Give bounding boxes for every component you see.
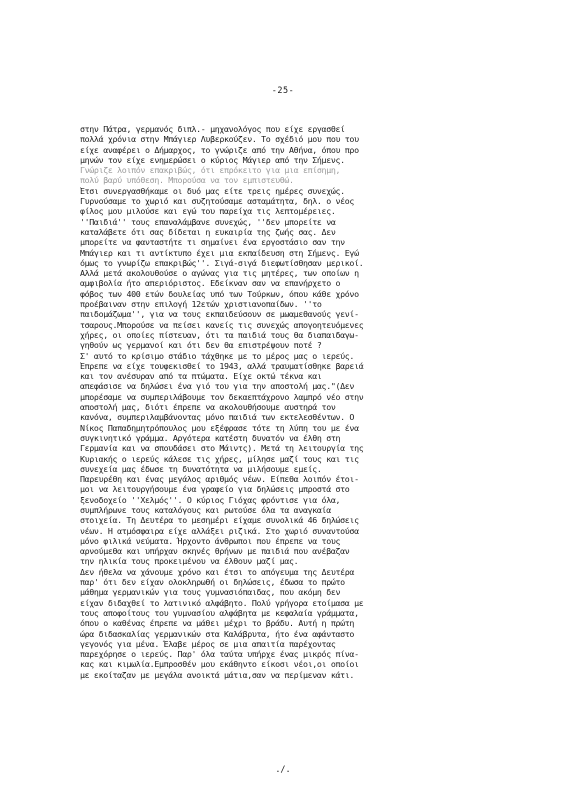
text-line: Μπάγιερ και τι αντίκτυπο έχει μια εκπαίδευση στη Σήμενς. Εγώ — [80, 247, 359, 258]
text-line: γεγονός για μένα. Έλαβε μέρος σε μια απαιτία παρέχοντας — [80, 638, 336, 649]
text-line: Έπρεπε να είχε τουφεκισθεί το 1943, αλλά τραυματίσθηκε βαρειά — [80, 360, 364, 371]
text-line: καταλάβετε ότι σας δίδεται η ευκαιρία της ζωής σας. Δεν — [80, 226, 336, 237]
page-number: -25- — [271, 86, 295, 96]
text-line: και τον ανέσυραν από τα πτώματα. Είχε οκτώ τέκνα και — [80, 371, 322, 382]
text-line: Έτσι συνεργασθήκαμε οι δυό μας είτε τρεις ημέρες συνεχώς. — [80, 185, 345, 196]
text-line: με εκοίταζαν με μεγάλα ανοικτά μάτια,σαν να περίμεναν κάτι. — [80, 669, 355, 680]
text-line: είχαν διδαχθεί το λατινικό αλφάβητο. Πολύ γρήγορα ετοίμασα με — [80, 597, 364, 608]
text-line: Γυρνούσαμε το χωριό και συζητούσαμε ασταμάτητα, δηλ. ο νέος — [80, 196, 355, 207]
text-line: πολύ βαρύ υπόθεση. Μπορούσα να τον εμπιστευθώ. — [80, 175, 294, 186]
text-line: νέων. Η ατμόσφαιρα είχε αλλάξει ριζικά. Στο χωριό συναντούσα — [80, 525, 359, 536]
text-line: παρ' ότι δεν είχαν ολοκληρωθή οι δηλώσεις, έδωσα το πρώτο — [80, 577, 345, 588]
text-line: ''Παιδιά'' τους επαναλάμβανε συνεχώς, ''δεν μπορείτε να — [80, 216, 336, 227]
text-line: παιδομάζωμα'', για να τους εκπαιδεύσουν σε μωαμεθανούς γενί- — [80, 309, 359, 320]
text-line: ξενοδοχείο ''Χελμός''. Ο κύριος Γιόχας φρόντισε για όλα, — [80, 494, 341, 505]
text-line: Κυριακής ο ιερεύς κάλεσε τις χήρες, μίλησε μαζί τους και τις — [80, 453, 359, 464]
text-line: μόνο φιλικά νεύματα. Ήρχοντο άνθρωποι που έπρεπε να τους — [80, 535, 341, 546]
text-line: Δεν ήθελα να χάνουμε χρόνο και έτσι το απόγευμα της Δευτέρα — [80, 566, 355, 577]
text-line: ώρα διδασκαλίας γερμανικών στα Καλάβρυτα, ήτο ένα αφάνταστο — [80, 628, 355, 639]
text-line: τσαρους.Μπορούσε να πείσει κανείς τις συνεχώς απογοητευόμενες — [80, 319, 364, 330]
text-line: κανόνα, συμπεριλαμβάνοντας μόνο παιδιά των εκτελεσθέντων. Ο — [80, 412, 355, 423]
text-line: αμφιβολία ήτο απεριόριστος. Εδείκναν σαν να επανήρχετο ο — [80, 278, 341, 289]
text-line: την ηλικία τους προκειμένου να έλθουν μαζί μας. — [80, 556, 299, 567]
text-line: Γνώριζε λοιπόν επακριβώς, ότι επρόκειτο για μια επίσημη, — [80, 165, 341, 176]
text-line: Αλλά μετά ακολουθούσε ο αγώνας για τις μητέρες, των οποίων η — [80, 268, 359, 279]
text-line: μπορέσαμε να συμπεριλάβουμε τον δεκαεπτάχρονο λαμπρό νέο στην — [80, 391, 364, 402]
text-line: στην Πάτρα, γερμανός διπλ.- μηχανολόγος που είχε εργασθεί — [80, 124, 345, 134]
text-line: μπορείτε να φανταστήτε τι σημαίνει ένα εργοστάσιο σαν την — [80, 237, 345, 248]
text-line: χήρες, οι οποίες πίστευαν, ότι τα παιδιά τους θα διαπαιδαγω- — [80, 329, 359, 340]
text-line: κας και κιμωλία.Εμπροσθέν μου εκάθηντο είκοσι νέοι,οι οποίοι — [80, 659, 359, 670]
text-line: γηθούν ως γερμανοί και ότι δεν θα επιστρέψουν ποτέ ? — [80, 340, 322, 351]
text-line: προέβαιναν στην επιλογή 12ετών χριστιανοπαίδων. ''το — [80, 299, 322, 310]
text-line: φόβος των 400 ετών δουλείας υπό των Τούρκων, όπου κάθε χρόνο — [80, 288, 359, 299]
text-line: συμπλήρωνε τους καταλόγους και ρωτούσε όλα τα αναγκαία — [80, 504, 331, 515]
text-line: συγκινητικό γράμμα. Αργότερα κατέστη δυνατόν να έλθη στη — [80, 432, 341, 443]
text-line: όπου ο καθένας έπρεπε να μάθει μέχρι το βράδυ. Αυτή η πρώτη — [80, 618, 355, 629]
text-line: φίλος μου μιλούσε και εγώ του παρείχα τις λεπτομέρειες. — [80, 206, 336, 217]
text-line: Νίκος Παπαδημητρόπουλος μου εξέφρασε τότε τη λύπη του με ένα — [80, 422, 359, 433]
text-line: μηνών τον είχε ενημερώσει ο κύριος Μάγιερ από την Σήμενς. — [80, 154, 345, 165]
text-line: Γερμανία και να σπουδάσει στο Μάιντς). Μετά τη λειτουργία της — [80, 443, 364, 454]
text-line: πολλά χρόνια στην Μπάγιερ Λυβερκούζεν. Το σχέδιό μου που του — [80, 134, 359, 145]
text-line: όμως το γνωρίζω επακριβώς''. Σιγά-σιγά διεφωτίσθησαν μερικοί. — [80, 257, 364, 268]
text-line: Παρευρέθη και ένας μεγάλος αριθμός νέων. Είπεθα λοιπόν έτοι- — [80, 474, 359, 485]
text-line: στοιχεία. Τη Δευτέρα το μεσημέρι είχαμε συνολικά 46 δηλώσεις — [80, 515, 359, 526]
text-line: Σ' αυτό το κρίσιμο στάδιο τάχθηκε με το μέρος μας ο ιερεύς. — [80, 350, 355, 361]
text-line: συνεχεία μας έδωσε τη δυνατότητα να μιλήσουμε εμείς. — [80, 463, 322, 474]
text-line: παρεχόρησε ο ιερεύς. Παρ' όλα ταύτα υπήρχε ένας μικρός πίνα- — [80, 649, 359, 660]
text-line: τους αποφοίτους του γυμνασίου αλφάβητα με κεφαλαία γράμματα, — [80, 607, 359, 618]
text-line: μάθημα γερμανικών για τους γυμνασιόπαιδας, που ακόμη δεν — [80, 587, 341, 598]
text-line: είχε αναφέρει ο Δήμαρχος, το γνώριζε από την Αθήνα, όπου προ — [80, 144, 359, 155]
text-line: αποστολή μας, διότι έπρεπε να ακολουθήσουμε αυστηρά τον — [80, 402, 336, 413]
text-line: μοι να λειτουργήσουμε ένα γραφείο για δηλώσεις μπροστά στο — [80, 484, 350, 495]
typewritten-body-text — [80, 124, 510, 680]
text-line: απεφάσισε να δηλώσει ένα γιό του για την αποστολή μας."(Δεν — [80, 381, 355, 392]
text-line: αρνούμεθα και υπήρχαν σκηνές θρήνων με παιδιά που ανέβαζαν — [80, 546, 350, 557]
continuation-mark: ./. — [275, 765, 291, 775]
